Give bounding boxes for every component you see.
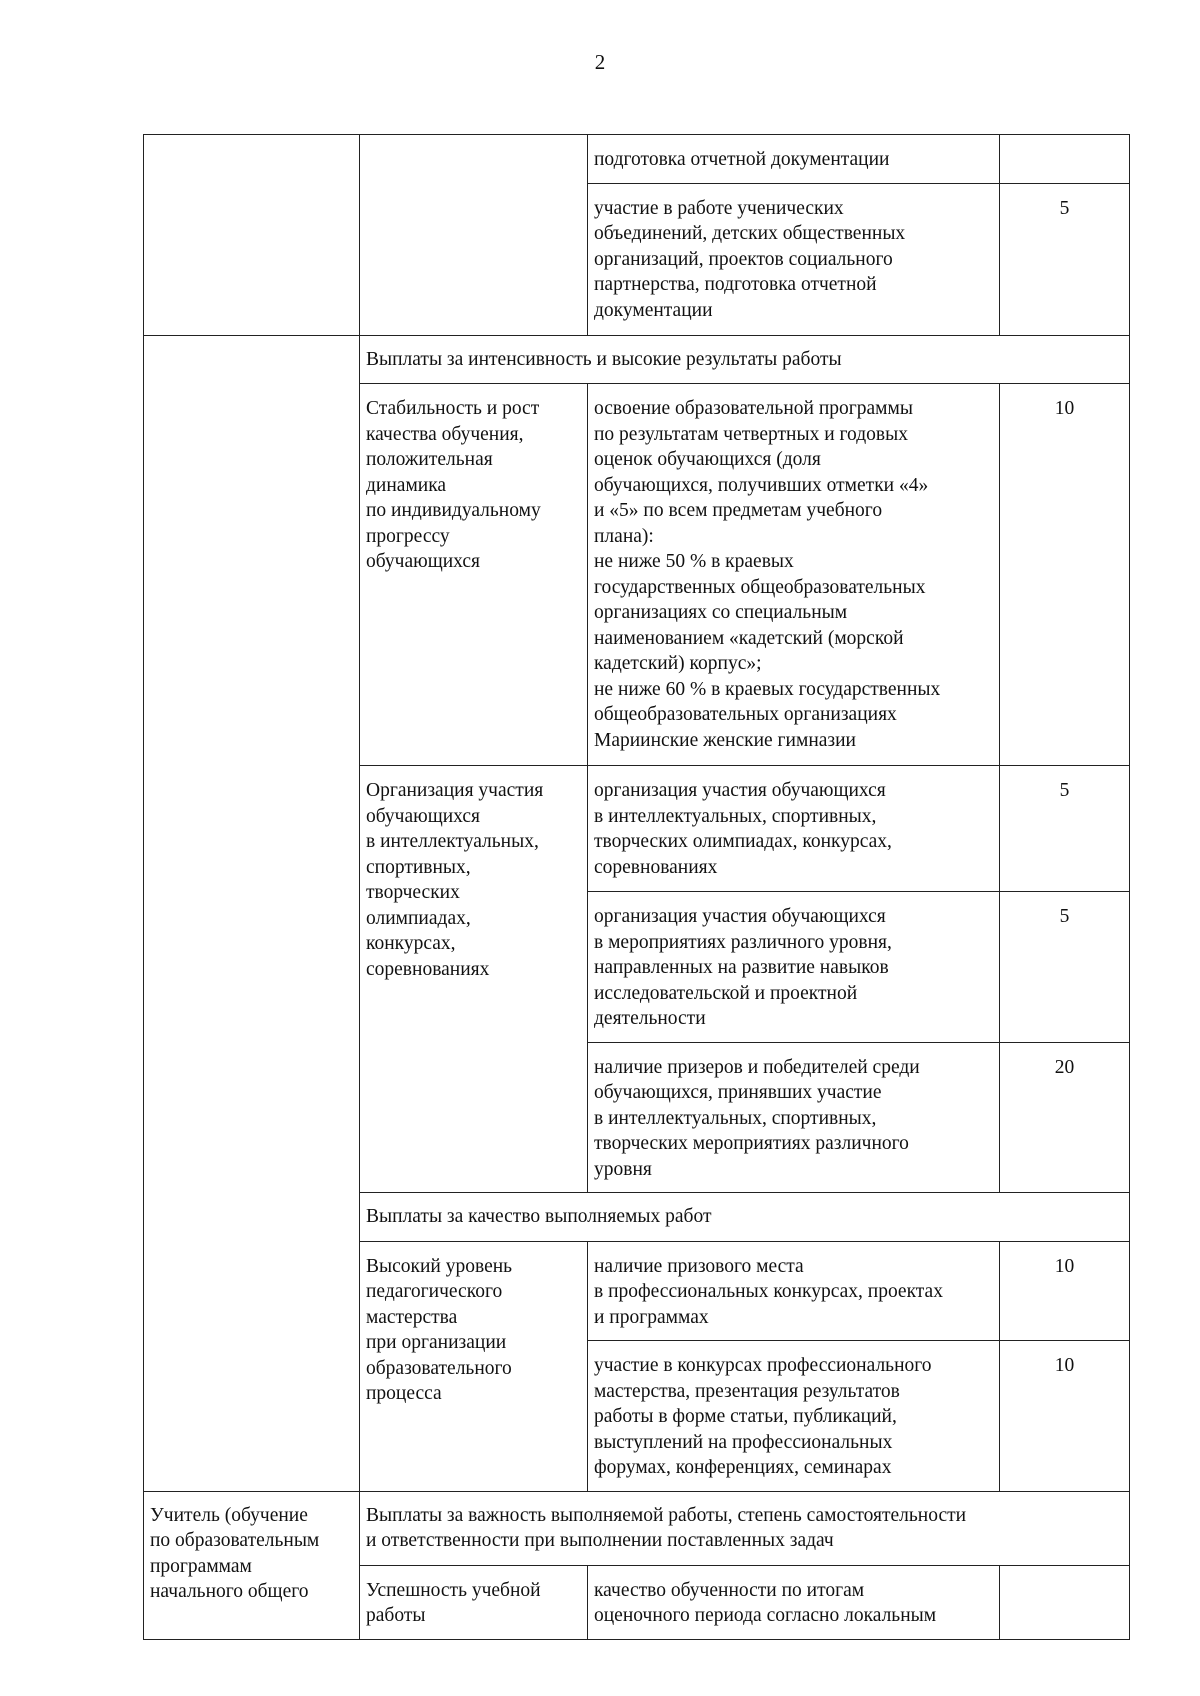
points-cell: 10 [1000, 1241, 1130, 1341]
indicator-cell: качество обученности по итогам оценочного периода согласно локальным [588, 1565, 1000, 1639]
indicator-cell: подготовка отчетной документации [588, 135, 1000, 184]
indicator-cell: организация участия обучающихся в мероприятиях различного уровня, направленных на развитие навыков исследовательской и проектной деятельности [588, 892, 1000, 1043]
points-cell: 20 [1000, 1042, 1130, 1193]
indicator-cell: наличие призеров и победителей среди обучающихся, принявших участие в интеллектуальных, спортивных, творческих мероприятиях различного уровня [588, 1042, 1000, 1193]
criteria-table [143, 134, 1130, 1640]
criterion-cell: Организация участия обучающихся в интеллектуальных, спортивных, творческих олимпиадах, конкурсах, соревнованиях [360, 766, 588, 1193]
section-row [144, 1491, 1130, 1565]
section-heading: Выплаты за качество выполняемых работ [360, 1193, 1130, 1242]
criterion-cell-empty [360, 135, 588, 336]
indicator-cell: освоение образовательной программы по результатам четвертных и годовых оценок обучающихся (доля обучающихся, получивших отметки «4» и «5» по всем предметам учебного плана): не ниже 50 % в краевых государственных общеобразовательных организациях со специальным наименованием «кадетский (морской кадетский) корпус»; не ниже 60 % в краевых государственных общеобразовательных организациях Мариинские женские гимназии [588, 384, 1000, 766]
position-cell-empty [144, 135, 360, 336]
criterion-cell: Успешность учебной работы [360, 1565, 588, 1639]
criterion-cell: Высокий уровень педагогического мастерства при организации образовательного процесса [360, 1241, 588, 1491]
points-cell: 10 [1000, 1341, 1130, 1492]
section-heading: Выплаты за интенсивность и высокие результаты работы [360, 335, 1130, 384]
position-cell: Учитель (обучение по образовательным программам начального общего [144, 1491, 360, 1639]
points-cell: 5 [1000, 892, 1130, 1043]
indicator-cell: наличие призового места в профессиональных конкурсах, проектах и программах [588, 1241, 1000, 1341]
points-cell [1000, 1565, 1130, 1639]
indicator-cell: участие в конкурсах профессионального мастерства, презентация результатов работы в форме статьи, публикаций, выступлений на профессиональных форумах, конференциях, семинарах [588, 1341, 1000, 1492]
table-row [144, 135, 1130, 184]
criterion-cell: Стабильность и рост качества обучения, положительная динамика по индивидуальному прогрессу обучающихся [360, 384, 588, 766]
position-cell-empty [144, 335, 360, 1491]
section-row [144, 335, 1130, 384]
section-heading: Выплаты за важность выполняемой работы, степень самостоятельности и ответственности при выполнении поставленных задач [360, 1491, 1130, 1565]
points-cell [1000, 135, 1130, 184]
points-cell: 5 [1000, 766, 1130, 892]
indicator-cell: участие в работе ученических объединений, детских общественных организаций, проектов социального партнерства, подготовка отчетной документации [588, 183, 1000, 335]
points-cell: 5 [1000, 183, 1130, 335]
points-cell: 10 [1000, 384, 1130, 766]
indicator-cell: организация участия обучающихся в интеллектуальных, спортивных, творческих олимпиадах, конкурсах, соревнованиях [588, 766, 1000, 892]
page-number: 2 [594, 50, 606, 74]
